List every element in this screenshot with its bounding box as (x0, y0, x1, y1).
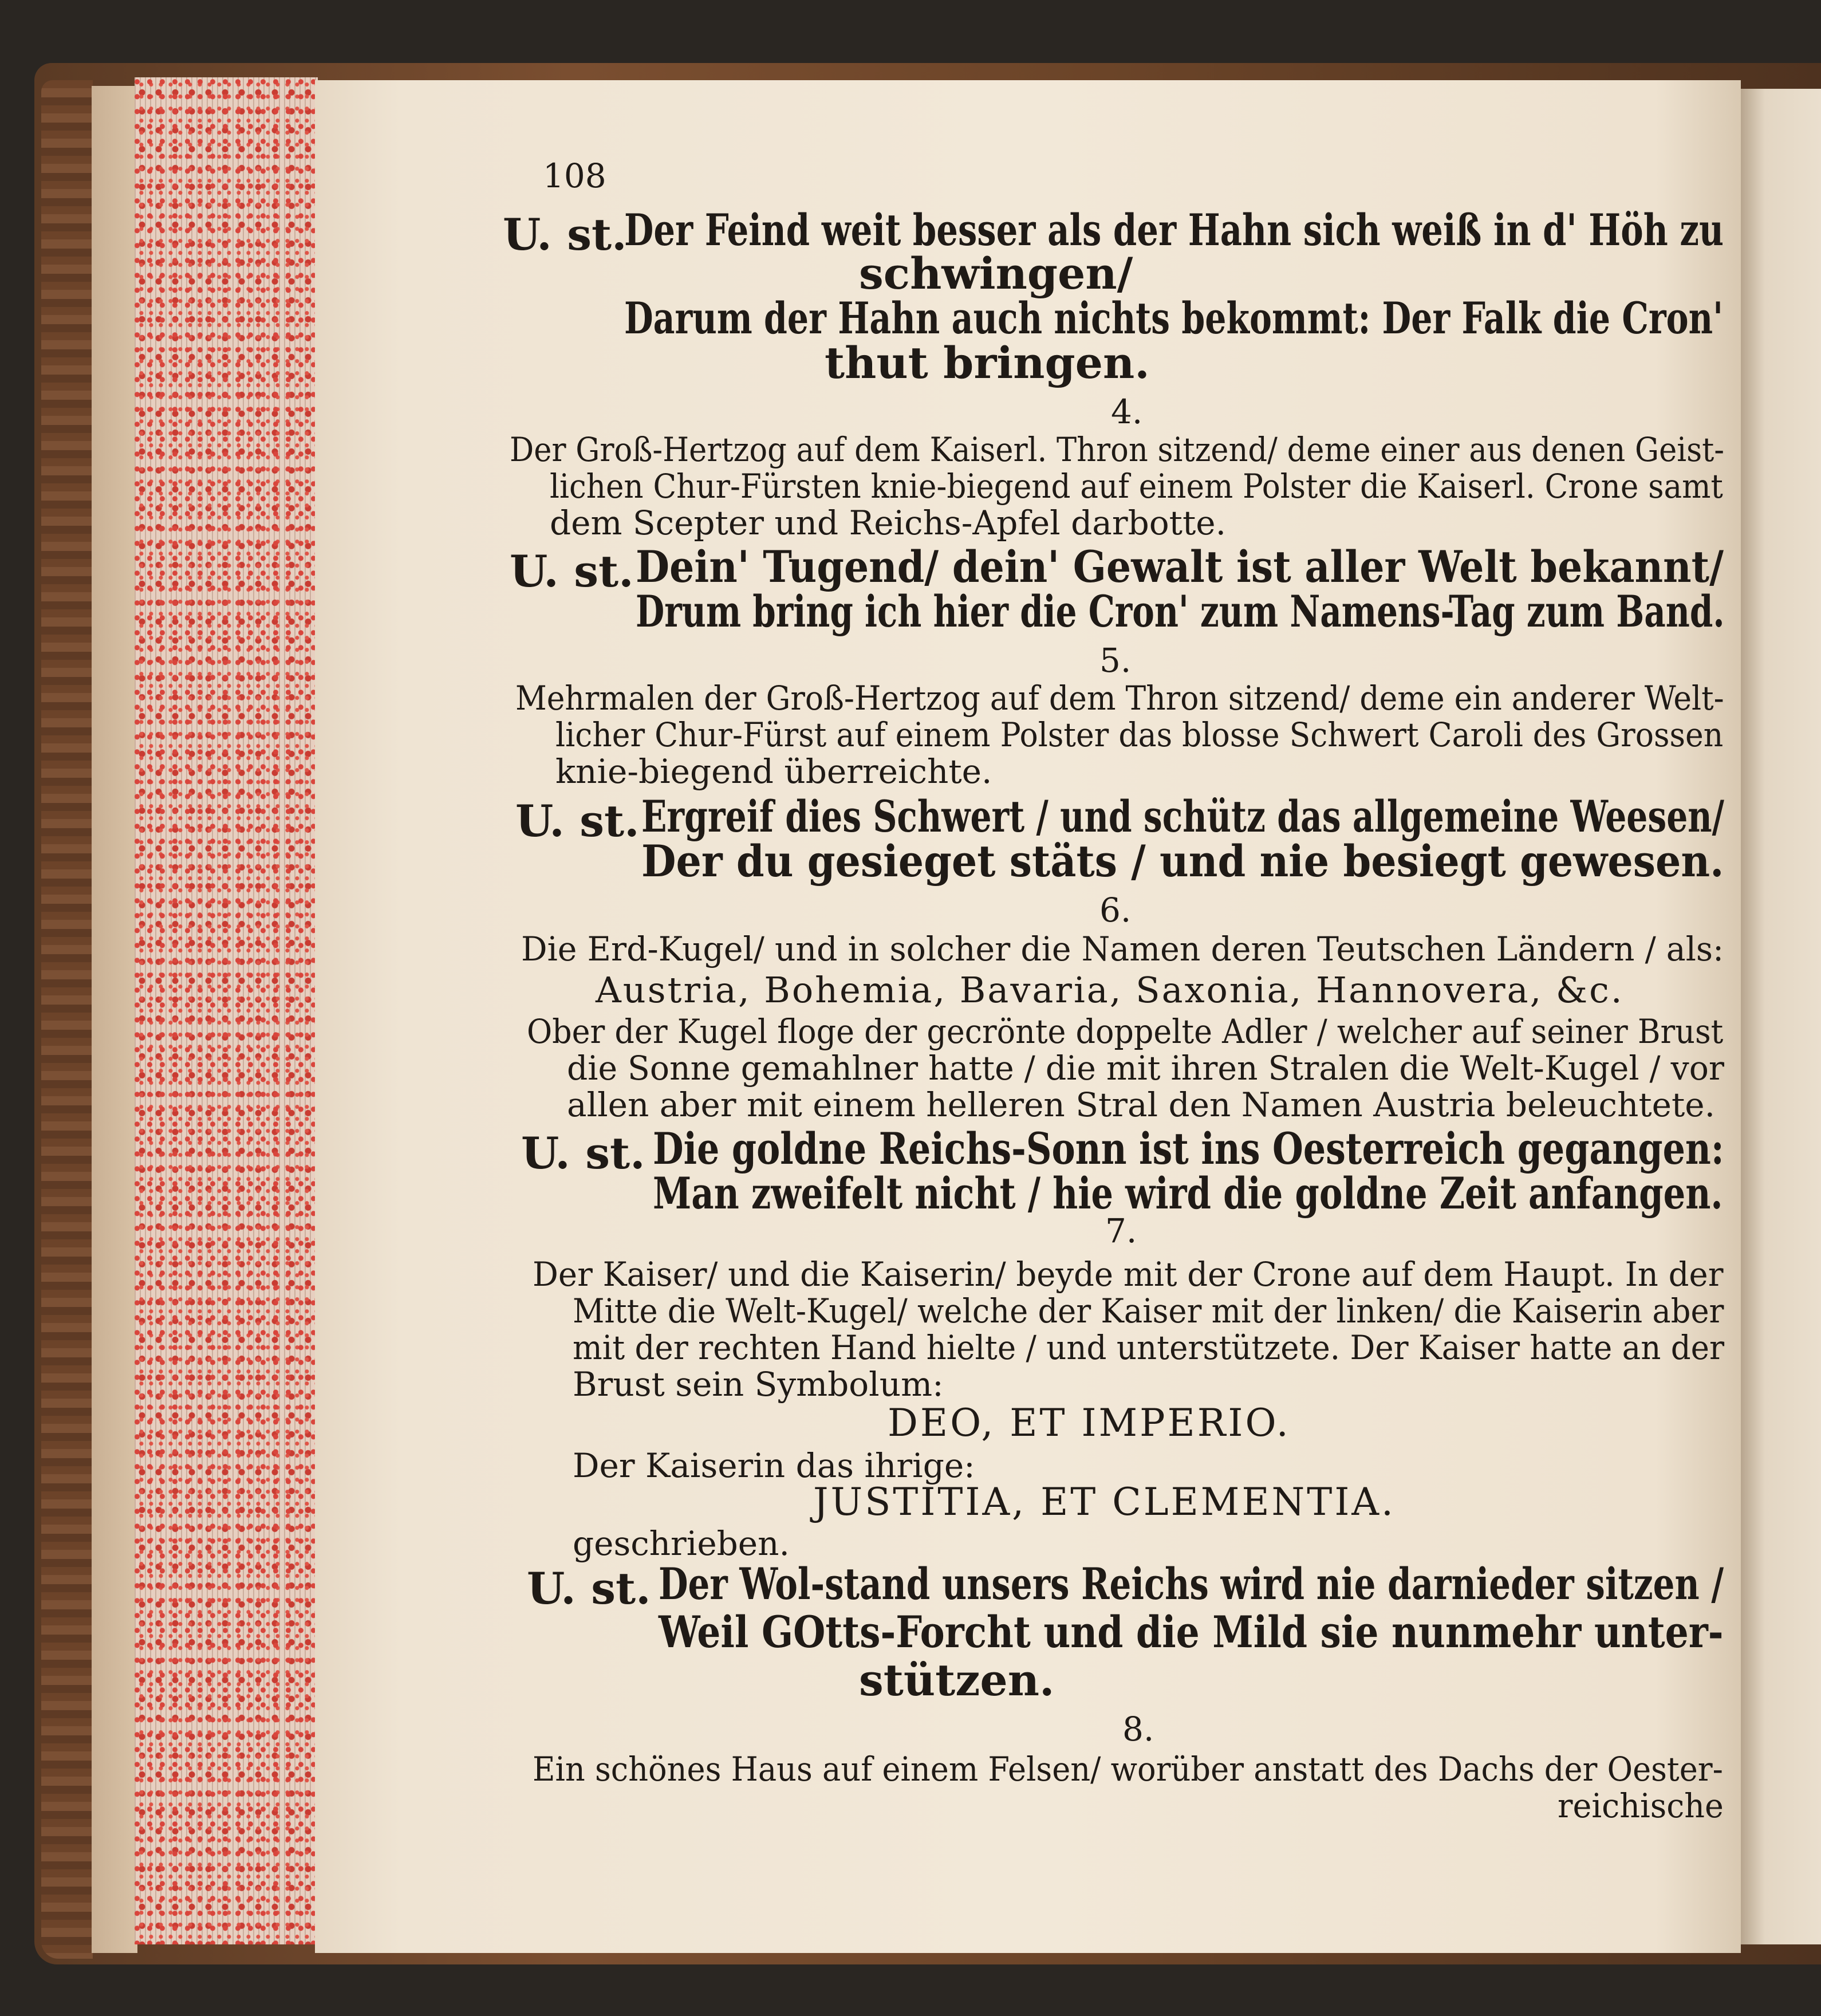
description-line: lichen Chur-Fürsten knie-biegend auf einem Polster die Kaiserl. Crone samt (550, 467, 1723, 506)
verse-line: Der Feind weit besser als der Hahn sich weiß in d' Höh zu (624, 204, 1724, 255)
closing-word: geschrieben. (573, 1524, 790, 1563)
verse-label: U. st. (521, 1128, 645, 1179)
empress-intro: Der Kaiserin das ihrige: (573, 1446, 975, 1485)
description-line: dem Scepter und Reichs-Apfel darbotte. (550, 503, 1227, 542)
section-number: 6. (1099, 891, 1132, 930)
section-number: 5. (1099, 641, 1132, 680)
motto-emperor: DEO, ET IMPERIO. (888, 1401, 1291, 1445)
description-line: mit der rechten Hand hielte / und unterstützete. Der Kaiser hatte an der (573, 1328, 1725, 1367)
lands-list: Austria, Bohemia, Bavaria, Saxonia, Hannovera, &c. (596, 969, 1624, 1011)
description-line: allen aber mit einem helleren Stral den Namen Austria beleuchtete. (567, 1085, 1716, 1124)
verse-line: Man zweifelt nicht / hie wird die goldne Zeit anfangen. (653, 1168, 1723, 1219)
description-line: Ober der Kugel floge der gecrönte doppelte Adler / welcher auf seiner Brust (527, 1012, 1724, 1051)
section-number: 7. (1105, 1211, 1137, 1250)
description-line: Mehrmalen der Groß-Hertzog auf dem Thron sitzend/ deme ein anderer Welt- (515, 679, 1724, 718)
description-line: licher Chur-Fürst auf einem Polster das blosse Schwert Caroli des Grossen (555, 715, 1724, 754)
section-number: 4. (1111, 392, 1143, 431)
verse-line: Der du gesieget stäts / und nie besiegt gewesen. (641, 836, 1724, 887)
book-spine (41, 80, 93, 1959)
description-line: Ein schönes Haus auf einem Felsen/ worüber anstatt des Dachs der Oester- (533, 1750, 1723, 1789)
verse-label: U. st. (510, 546, 634, 597)
verse-line: thut bringen. (825, 337, 1150, 388)
verse-line: Darum der Hahn auch nichts bekommt: Der Falk die Cron' (624, 293, 1724, 344)
description-line: Mitte die Welt-Kugel/ welche der Kaiser mit der linken/ die Kaiserin aber (573, 1292, 1724, 1330)
verse-line: schwingen/ (859, 248, 1133, 299)
description-line: Der Kaiser/ und die Kaiserin/ beyde mit der Crone auf dem Haupt. In der (533, 1255, 1724, 1294)
verse-line: Drum bring ich hier die Cron' zum Namens-Tag zum Band. (636, 586, 1725, 637)
verse-line: Ergreif dies Schwert / und schütz das allgemeine Weesen/ (641, 791, 1724, 842)
verse-label: U. st. (527, 1563, 651, 1614)
description-line: die Sonne gemahlner hatte / die mit ihren Stralen die Welt-Kugel / vor (567, 1049, 1724, 1088)
page-block (92, 86, 137, 1953)
description-line: Die Erd-Kugel/ und in solcher die Namen deren Teutschen Ländern / als: (521, 930, 1724, 968)
verse-line: Die goldne Reichs-Sonn ist ins Oesterreich gegangen: (653, 1123, 1724, 1174)
verse-line: stützen. (859, 1655, 1055, 1706)
verse-label: U. st. (515, 796, 640, 846)
verse-line: Dein' Tugend/ dein' Gewalt ist aller Welt bekannt/ (636, 541, 1724, 592)
verse-line: Weil GOtts-Forcht und die Mild sie nunmehr unter- (659, 1606, 1724, 1657)
description-line: knie-biegend überreichte. (555, 752, 992, 791)
section-number: 8. (1122, 1710, 1154, 1749)
motto-empress: JUSTITIA, ET CLEMENTIA. (813, 1480, 1396, 1524)
red-speckled-page-edges (135, 77, 318, 1944)
catchword: reichische (1558, 1786, 1724, 1825)
verse-label: U. st. (503, 209, 627, 260)
description-line: Der Groß-Hertzog auf dem Kaiserl. Thron sitzend/ deme einer aus denen Geist- (510, 430, 1725, 469)
description-line: Brust sein Symbolum: (573, 1365, 944, 1404)
page-number: 108 (543, 156, 606, 195)
facing-page-edge (1741, 89, 1821, 1944)
verse-line: Der Wol-stand unsers Reichs wird nie darnieder sitzen / (659, 1558, 1724, 1609)
